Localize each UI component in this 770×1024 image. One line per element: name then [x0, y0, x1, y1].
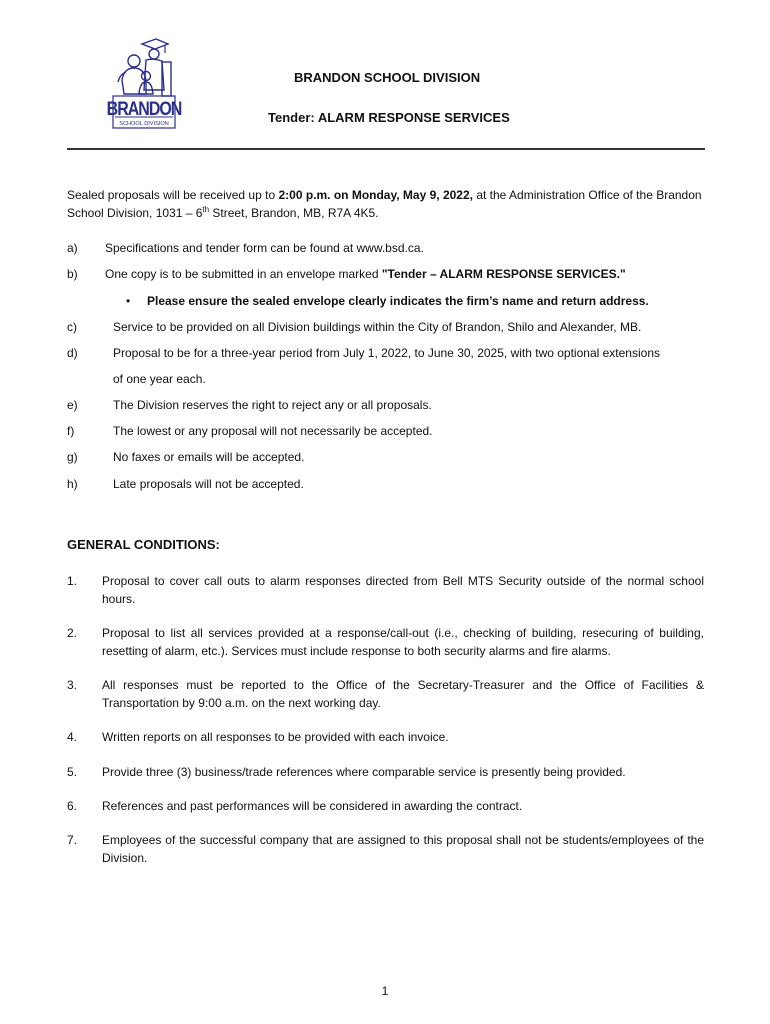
condition-number: 3.: [67, 678, 78, 692]
item-text: One copy is to be submitted in an envelope marked: [105, 267, 382, 281]
section-heading: GENERAL CONDITIONS:: [67, 537, 220, 552]
condition-text: Provide three (3) business/trade references where comparable service is presently being provided.: [102, 765, 626, 779]
intro-text-1: Sealed proposals will be received up to: [67, 188, 279, 202]
page-number: 1: [381, 984, 389, 998]
logo-graphic: [106, 38, 182, 130]
item-text-continued: of one year each.: [113, 372, 206, 386]
condition-text: All responses must be reported to the Office of the Secretary-Treasurer and the Office of Facilities & Transportation by 9:00 a.m. on the next working day.: [102, 678, 704, 710]
item-label: f): [67, 424, 75, 438]
item-label: e): [67, 398, 78, 412]
condition-number: 7.: [67, 833, 78, 847]
bullet-text: Please ensure the sealed envelope clearly indicates the firm’s name and return address.: [147, 294, 649, 308]
intro-text-3: Street, Brandon, MB, R7A 4K5.: [209, 206, 379, 220]
condition-number: 1.: [67, 574, 78, 588]
item-label: a): [67, 241, 78, 255]
condition-text: Proposal to list all services provided at a response/call-out (i.e., checking of building, resecuring of building, resetting of alarm, etc.). Services must include response to both security alarms and fire alarms.: [102, 626, 704, 658]
item-text: Proposal to be for a three-year period from July 1, 2022, to June 30, 2025, with two optional extensions: [113, 346, 660, 360]
item-label: h): [67, 477, 78, 491]
ordinal-suffix: th: [202, 205, 210, 214]
condition-number: 4.: [67, 730, 78, 744]
item-text: No faxes or emails will be accepted.: [113, 450, 305, 464]
item-text: Specifications and tender form can be found at www.bsd.ca.: [105, 241, 424, 255]
envelope-marking: "Tender – ALARM RESPONSE SERVICES.": [381, 267, 626, 281]
item-label: g): [67, 450, 78, 464]
organization-name: BRANDON SCHOOL DIVISION: [294, 70, 481, 85]
condition-text: References and past performances will be considered in awarding the contract.: [102, 799, 523, 813]
intro-paragraph: [67, 186, 707, 222]
condition-text: Written reports on all responses to be provided with each invoice.: [102, 730, 449, 744]
svg-text:BRANDON: BRANDON: [106, 97, 182, 120]
deadline: 2:00 p.m. on Monday, May 9, 2022,: [278, 188, 473, 202]
header-divider: [67, 148, 705, 150]
condition-text: Employees of the successful company that are assigned to this proposal shall not be students/employees of the Division.: [102, 833, 704, 865]
condition-number: 2.: [67, 626, 78, 640]
brandon-school-division-logo: [106, 38, 182, 130]
item-text: The lowest or any proposal will not necessarily be accepted.: [113, 424, 433, 438]
tender-title: Tender: ALARM RESPONSE SERVICES: [268, 110, 510, 125]
item-label: b): [67, 267, 78, 281]
item-label: c): [67, 320, 77, 334]
item-text: Service to be provided on all Division buildings within the City of Brandon, Shilo and Alexander, MB.: [113, 320, 642, 334]
item-label: d): [67, 346, 78, 360]
bullet-icon: •: [126, 294, 131, 308]
item-text: Late proposals will not be accepted.: [113, 477, 304, 491]
condition-number: 5.: [67, 765, 78, 779]
intro-text-2: at the Administration Office of the Brandon School Division, 1031 – 6: [67, 188, 702, 220]
svg-text:SCHOOL DIVISION: SCHOOL DIVISION: [119, 121, 169, 127]
condition-number: 6.: [67, 799, 78, 813]
condition-text: Proposal to cover call outs to alarm responses directed from Bell MTS Security outside of the normal school hours.: [102, 574, 704, 606]
item-text: The Division reserves the right to reject any or all proposals.: [113, 398, 432, 412]
